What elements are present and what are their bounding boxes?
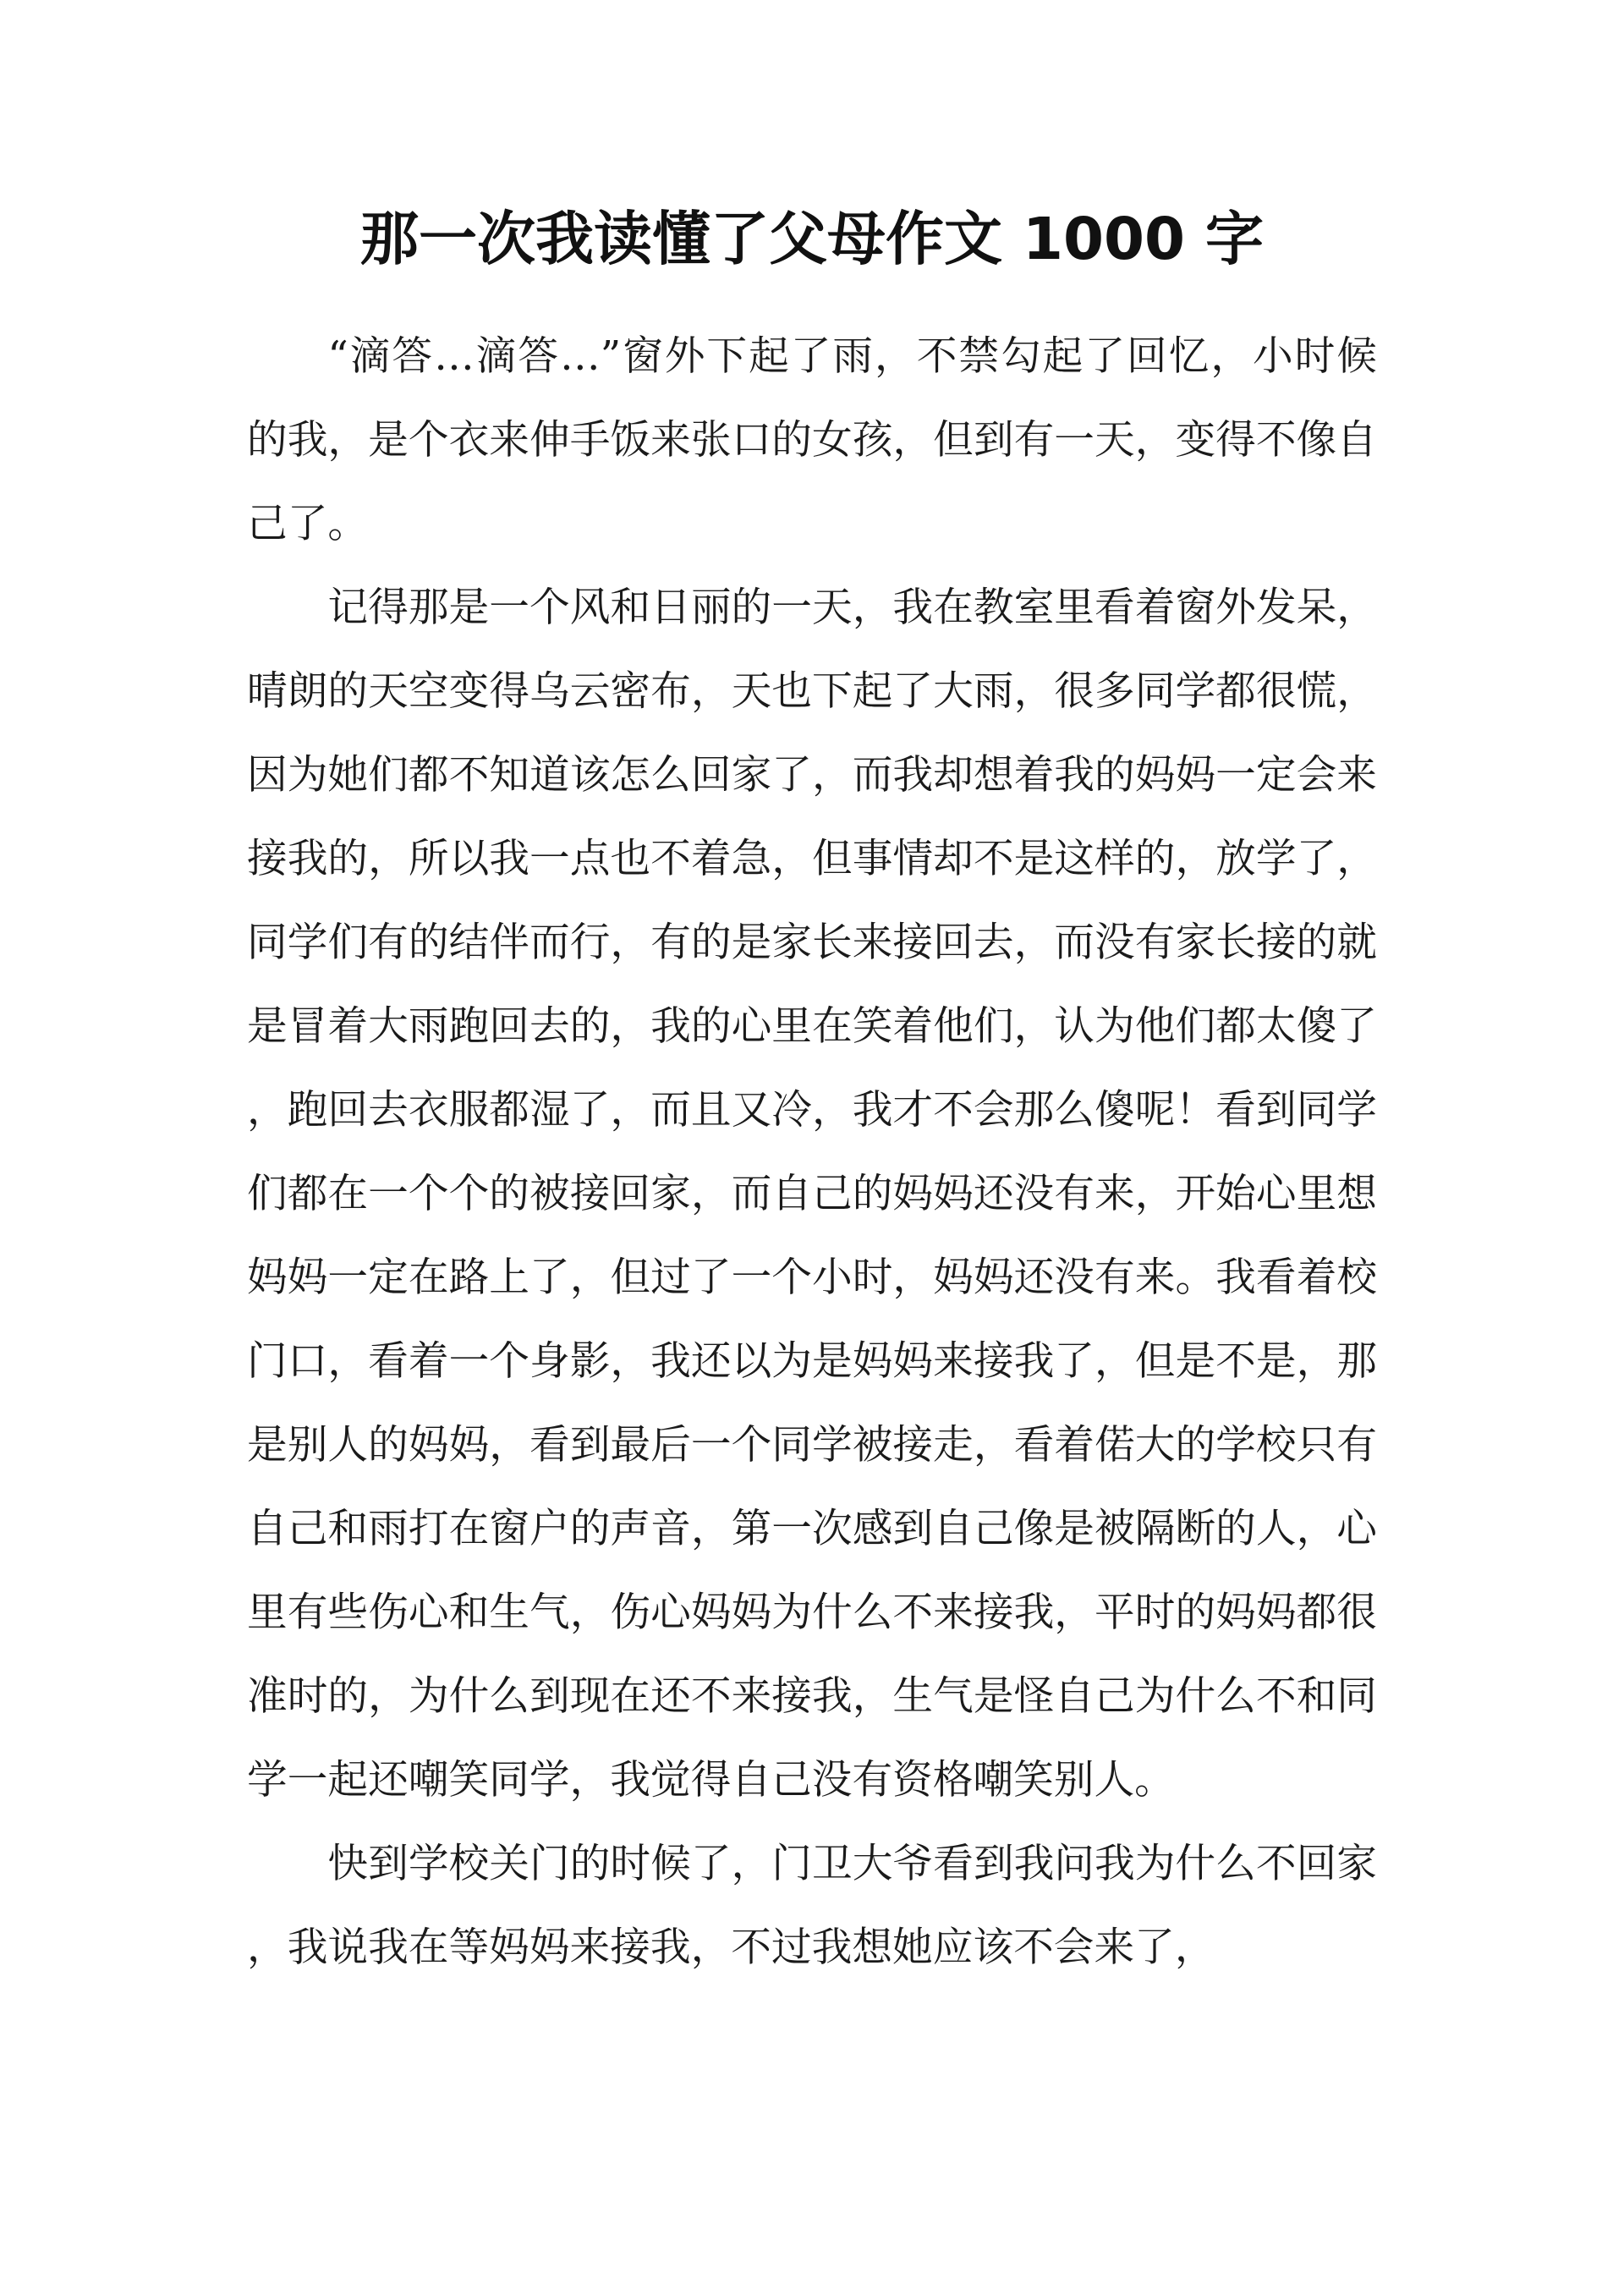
document-title: 那一次我读懂了父母作文 1000 字 — [359, 206, 1265, 273]
paragraph-3: 快到学校关门的时候了，门卫大爷看到我问我为什么不回家，我说我在等妈妈来接我，不过我想她应该不会来了， — [247, 1841, 1377, 1971]
paragraph-2: 记得那是一个风和日丽的一天，我在教室里看着窗外发呆，晴朗的天空变得乌云密布，天也下起了大雨，很多同学都很慌，因为她们都不知道该怎么回家了，而我却想着我的妈妈一定会来接我的，所以我一点也不着急，但事情却不是这样的，放学了，同学们有的结伴而行，有的是家长来接回去，而没有家长接的就是冒着大雨跑回去的，我的心里在笑着他们，认为他们都太傻了，跑回去衣服都湿了，而且又冷，我才不会那么傻呢！看到同学们都在一个个的被接回家，而自己的妈妈还没有来，开始心里想妈妈一定在路上了，但过了一个小时，妈妈还没有来。我看着校门口，看着一个身影，我还以为是妈妈来接我了，但是不是，那是别人的妈妈，看到最后一个同学被接走，看着偌大的学校只有自己和雨打在窗户的声音，第一次感到自己像是被隔断的人，心里有些伤心和生气，伤心妈妈为什么不来接我，平时的妈妈都很准时的，为什么到现在还不来接我，生气是怪自己为什么不和同学一起还嘲笑同学，我觉得自己没有资格嘲笑别人。 — [247, 585, 1377, 1804]
document-body — [247, 315, 1377, 1990]
paragraph-1: “滴答…滴答…”窗外下起了雨，不禁勾起了回忆，小时候的我，是个衣来伸手饭来张口的女孩，但到有一天，变得不像自己了。 — [247, 333, 1377, 547]
